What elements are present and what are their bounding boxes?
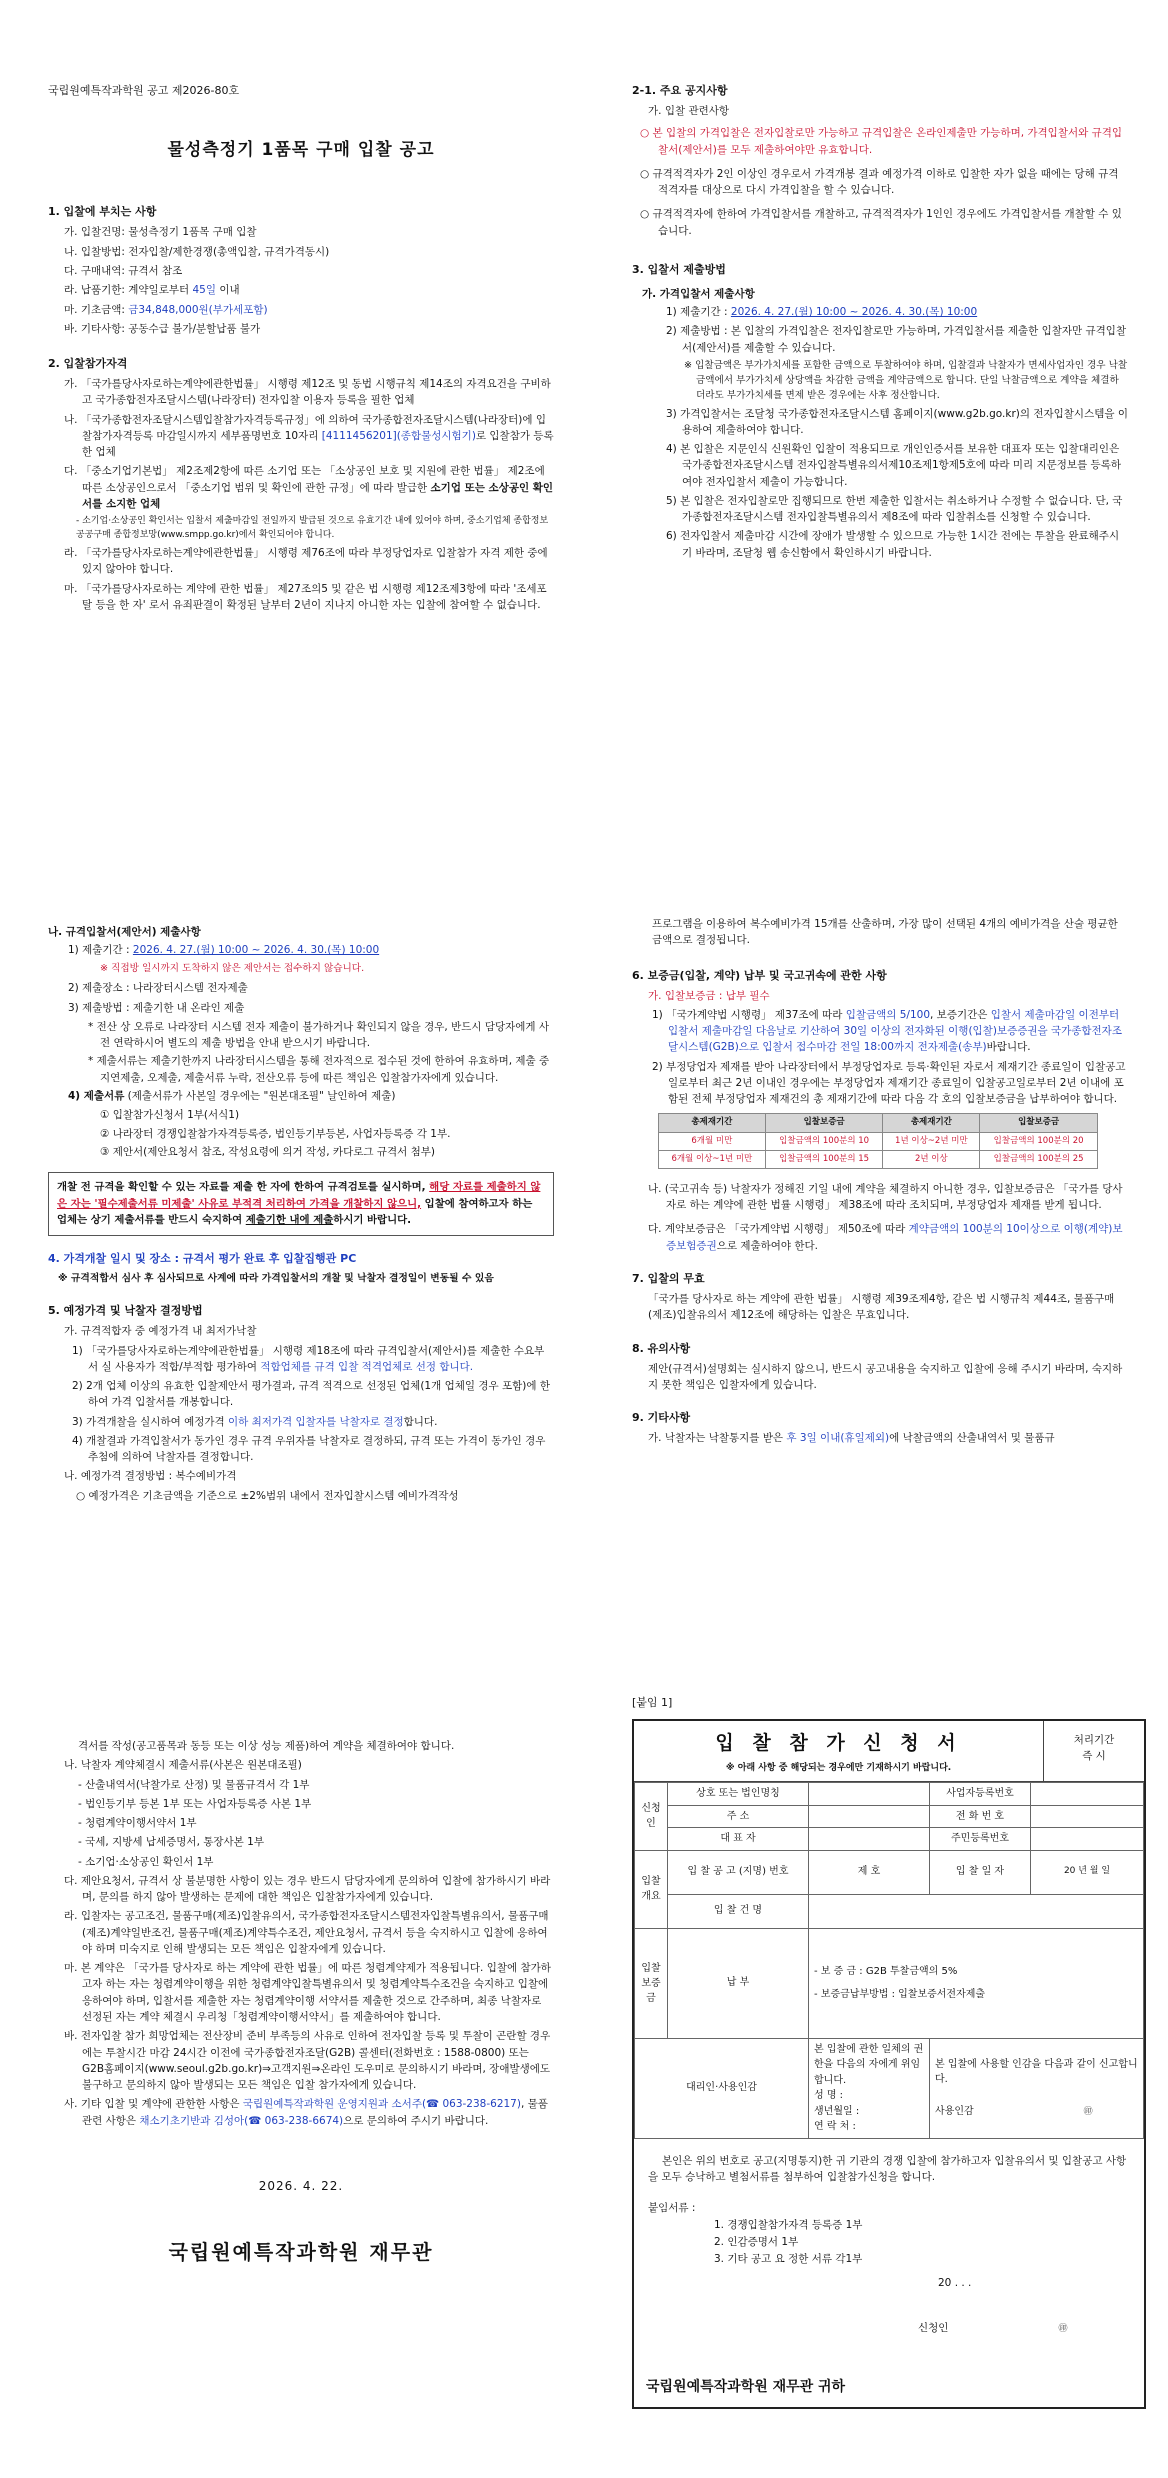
section-6-ga: 가. 입찰보증금 : 납부 필수 (648, 989, 770, 1002)
overview-label: 입찰개요 (635, 1850, 668, 1928)
item-1-ra: 라. 납품기한: 계약일로부터 45일 이내 (64, 284, 240, 297)
item-3-na-3-b1: * 전산 상 오류로 나라장터 시스템 전자 제출이 불가하거나 확인되지 않을 경우, 반드시 담당자에게 사전 연락하시어 별도의 제출 방법을 안내 받으시기 바랍니다. (88, 1020, 550, 1050)
application-date: 20 . . . (938, 2277, 972, 2290)
section-7-title: 7. 입찰의 무효 (632, 1272, 705, 1286)
doc-list-item: - 청렴계약이행서약서 1부 (78, 1817, 197, 1830)
item-1-ga: 가. 입찰건명: 물성측정기 1품목 구매 입찰 (64, 226, 257, 239)
item-3-na-4: 4) 제출서류 (제출서류가 사본일 경우에는 "원본대조필" 날인하여 제출) (68, 1089, 396, 1102)
page-6 (584, 1652, 1168, 2478)
company-field[interactable] (809, 1783, 930, 1806)
document-title: 물성측정기 1품목 구매 입찰 공고 (167, 140, 435, 161)
section-8-body: 제안(규격서)설명회는 실시하지 않으니, 반드시 공고내용을 숙지하고 입찰에 응해 주시기 바라며, 숙지하지 못한 책임은 입찰자에게 있습니다. (648, 1362, 1123, 1391)
item-2-da: 다. 「중소기업기본법」 제2조제2항에 따른 소기업 또는 「소상공인 보호 및 지원에 관한 법률」 제2조에 따른 소상공인으로서 「중소기업 범위 및 확인에 관한 규정」에 따라 발급한 소기업 또는 소상공인 확인서를 소지한 업체 (64, 465, 554, 510)
attachment-item: 2. 인감증명서 1부 (714, 2235, 799, 2248)
item-3-na-4-1: ① 입찰참가신청서 1부(서식1) (100, 1109, 240, 1122)
section-5-title: 5. 예정가격 및 낙찰자 결정방법 (48, 1304, 203, 1318)
page-2 (584, 0, 1168, 826)
item-1-na: 나. 입찰방법: 전자입찰/제한경쟁(총액입찰, 규격가격동시) (64, 245, 330, 258)
processing-period: 처리기간 즉 시 (1043, 1721, 1144, 1781)
notice-bullet-3: ○ 규격적격자에 한하여 가격입찰서를 개찰하고, 규격적격자가 1인인 경우에도 가격입찰서를 개찰할 수 있습니다. (640, 208, 1122, 237)
bid-application-form (632, 1719, 1146, 2409)
section-9-ma: 마. 본 계약은 「국가를 당사자로 하는 계약에 관한 법률」에 따른 청렴계약제가 적용됩니다. 입찰에 참가하고자 하는 자는 청렴계약이행을 위한 청렴계약입찰특별유의서 및 청렴계약특수조건을 숙지하고 입찰에 응하여야 하며, 입찰서를 제출한 자는 청렴계약이행 서약서를 제출한 것으로 간주하며, 최종 낙찰자로 선정된 자는 계약 체결시 우리청「청렴계약이행서약서」를 제출하여야 합니다. (64, 1962, 551, 2023)
form-title: 입 찰 참 가 신 청 서 (715, 1732, 962, 1755)
item-1-ba: 바. 기타사항: 공동수급 불가/분할납품 불가 (64, 322, 261, 335)
agent-label: 대리인·사용인감 (635, 2038, 809, 2138)
item-3-2: 2) 제출방법 : 본 입찰의 가격입찰은 전자입찰로만 가능하며, 가격입찰서를 제출한 입찰자만 규격입찰서(제안서)를 제출할 수 있습니다. (666, 325, 1127, 354)
attachment-label: [붙임 1] (632, 1696, 673, 1709)
item-5-3: 3) 가격개찰을 실시하여 예정가격 이하 최저가격 입찰자를 낙찰자로 결정합니다. (72, 1415, 438, 1428)
phone-field[interactable] (1031, 1805, 1144, 1828)
form-instruction: ※ 아래 사항 중 해당되는 경우에만 기재하시기 바랍니다. (725, 1763, 952, 1774)
page-5 (0, 1652, 584, 2478)
item-3-na-3: 3) 제출방법 : 제출기한 내 온라인 제출 (68, 1001, 245, 1014)
address-field[interactable] (809, 1805, 930, 1828)
section-5-sub: 가. 규격적합자 중 예정가격 내 최저가낙찰 (64, 1325, 257, 1338)
section-6-na: 나. (국고귀속 등) 낙찰자가 정해진 기일 내에 계약을 체결하지 아니한 경우, 입찰보증금은 「국가를 당사자로 하는 계약에 관한 법률 시행령」 제38조에 따라 조치되며, 부정당업자 제재를 받게 됩니다. (648, 1182, 1123, 1212)
section-9-ba: 바. 전자입찰 참가 희망업체는 전산장비 준비 부족등의 사유로 인하여 전자입찰 등록 및 투찰이 곤란할 경우에는 투찰시간 마감 24시간 이전에 국가종합전자조달(G2B) 콜센터(전화번호 : 1588-0800) 또는 G2B홈페이지(www.seoul.g2b.go.kr)⇒고객지원⇒온라인 도우미로 문의하시기 바라며, 장애발생에도 불구하고 문의하지 않아 발생되는 모든 책임은 입찰 참가자에게 있습니다. (64, 2030, 551, 2092)
idno-field[interactable] (1031, 1828, 1144, 1851)
bid-date-field[interactable]: 20 년 월 일 (1031, 1850, 1144, 1894)
section-3-title: 3. 입찰서 제출방법 (632, 262, 726, 276)
applicant-sign: 신청인 (918, 2322, 949, 2335)
warning-box: 개찰 전 규격을 확인할 수 있는 자료를 제출 한 자에 한하여 규격검토를 실시하며, 해당 자료를 제출하지 않은 자는 '필수제출서류 미제출' 사유로 부적격 처리하여 가격을 개찰하지 않으니, 입찰에 참여하고자 하는 업체는 상기 제출서류를 반드시 숙지하여 제출기한 내에 제출하시기 바랍니다. (48, 1172, 554, 1236)
item-3-6: 6) 전자입찰서 제출마감 시간에 장애가 발생할 수 있으므로 가능한 1시간 전에는 투찰을 완료해주시기 바라며, 조달청 웹 송신함에서 확인하시기 바랍니다. (666, 530, 1120, 559)
section-2-1-title: 2-1. 주요 공지사항 (632, 84, 728, 97)
item-6-2: 2) 부정당업자 제재를 받아 나라장터에서 부정당업자로 등록·확인된 자로서 제재기간 종료일이 입찰공고일로부터 최근 2년 이내인 경우에는 부정당업자 제재기간 종료일이 입찰공고일로부터 2년 이내에 포함된 전체 부정당업자 제재건의 총 제재기간에 따라 다음 각 호의 입찰보증금을 납부하여야 합니다. (652, 1060, 1126, 1106)
item-2-ma: 마. 「국가를당사자로하는 계약에 관한 법률」 제27조의5 및 같은 법 시행령 제12조제3항에 따라 '조세포탈 등을 한 자' 로서 유죄판결이 확정된 날부터 2년이 지나지 아니한 자는 입찰에 참여할 수 없습니다. (64, 582, 547, 611)
item-3-3: 3) 가격입찰서는 조달청 국가종합전자조달시스템 홈페이지(www.g2b.go.kr)의 전자입찰시스템을 이용하여 제출하여야 합니다. (666, 407, 1128, 436)
section-7-body: 「국가를 당사자로 하는 계약에 관한 법률」 시행령 제39조제4항, 같은 법 시행규칙 제44조, 물품구매(제조)입찰유의서 제12조에 해당하는 입찰은 무효입니다. (648, 1293, 1115, 1322)
item-3-na-1-note: ※ 직접방 일시까지 도착하지 않은 제안서는 접수하지 않습니다. (100, 962, 365, 974)
item-3-na-3-b2: * 제출서류는 제출기한까지 나라장터시스템을 통해 전자적으로 접수된 것에 한하여 유효하며, 제출 중 지연제출, 오제출, 제출서류 누락, 전산오류 등에 따른 책임은 입찰참가자에게 있습니다. (88, 1055, 550, 1084)
attachments-label: 붙임서류 : (648, 2202, 696, 2215)
section-9-title: 9. 기타사항 (632, 1411, 691, 1425)
section-6-da: 다. 계약보증금은 「국가계약법 시행령」 제50조에 따라 계약금액의 100분의 10이상으로 이행(계약)보증보험증권으로 제출하여야 한다. (648, 1223, 1123, 1252)
section-1-title: 1. 입찰에 부치는 사항 (48, 205, 157, 219)
item-1-ma: 마. 기초금액: 금34,848,000원(부가세포함) (64, 303, 268, 316)
item-3-na-4-3: ③ 제안서(제안요청서 참조, 작성요령에 의거 작성, 카다로그 규격서 첨부) (100, 1145, 435, 1158)
section-2-title: 2. 입찰참가자격 (48, 357, 128, 371)
item-3-4: 4) 본 입찰은 지문인식 신원확인 입찰이 적용되므로 개인인증서를 보유한 대표자 또는 입찰대리인은 국가종합전자조달시스템 전자입찰특별유의서제10조제1항제5호에 따라 미리 지문정보를 등록하여야 전자입찰서 제출이 가능합니다. (666, 443, 1121, 488)
attachment-item: 1. 경쟁입찰참가자격 등록증 1부 (714, 2218, 863, 2231)
continued-text: 격서를 작성(공고품목과 동등 또는 이상 성능 제품)하여 계약을 체결하여야 합니다. (78, 1740, 455, 1752)
form-statement: 본인은 위의 번호로 공고(지명통지)한 귀 기관의 경쟁 입찰에 참가하고자 입찰유의서 및 입찰공고 사항을 모두 승낙하고 별첨서류를 첨부하여 입찰참가신청을 합니다. (648, 2154, 1127, 2184)
applicant-label: 신청인 (635, 1783, 668, 1851)
page-4 (584, 826, 1168, 1652)
doc-list-item: - 법인등기부 등본 1부 또는 사업자등록증 사본 1부 (78, 1797, 312, 1810)
deposit-label: 입찰보증금 (635, 1928, 668, 2038)
section-9-sa: 사. 기타 입찰 및 계약에 관한한 사항은 국립원예특작과학원 운영지원과 소서주(☎ 063-238-6217), 물품관련 사항은 채소기초기반과 김성아(☎ 063-238-6674)으로 문의하여 주시기 바랍니다. (64, 2098, 548, 2127)
section-9-ra: 라. 입찰자는 공고조건, 물품구매(제조)입찰유의서, 국가종합전자조달시스템전자입찰특별유의서, 물품구매(제조)계약일반조건, 물품구매(제조)계약특수조건, 제안요청서, 규격서 등을 숙지하시고 입찰에 응하여야 하며 미숙지로 인해 발생되는 모든 책임은 입찰자에게 있습니다. (64, 1910, 549, 1955)
sanction-period-table (658, 1113, 1098, 1169)
item-3-1: 1) 제출기간 : 2026. 4. 27.(월) 10:00 ~ 2026. 4. 30.(목) 10:00 (666, 306, 978, 319)
table-row: 6개월 미만 입찰금액의 100분의 10 1년 이상~2년 미만 입찰금액의 100분의 20 (659, 1132, 1098, 1150)
page-1 (0, 0, 584, 826)
bizno-field[interactable] (1031, 1783, 1144, 1806)
item-2-ga: 가. 「국가를당사자로하는계약에관한법률」 시행령 제12조 및 동법 시행규칙 제14조의 자격요건을 구비하고 국가종합전자조달시스템(나라장터) 전자입찰 이용자 등록을 필한 업체 (64, 378, 551, 407)
section-3-sub: 가. 가격입찰서 제출사항 (642, 287, 755, 300)
form-header (634, 1721, 1144, 1782)
section-9-na: 나. 낙찰자 계약체결시 제출서류(사본은 원본대조필) (64, 1759, 302, 1772)
doc-list-item: - 소기업·소상공인 확인서 1부 (78, 1855, 214, 1868)
agent-delegation: 본 입찰에 관한 일체의 권한을 다음의 자에게 위임합니다. 성 명 : 생년월일 : 연 락 처 : (809, 2038, 930, 2138)
notice-number: 국립원예특작과학원 공고 제2026-80호 (48, 84, 240, 97)
table-header-row: 총제재기간 입찰보증금 총제재기간 입찰보증금 (659, 1114, 1098, 1132)
continued-text: 프로그램을 이용하여 복수예비가격 15개를 산출하며, 가장 많이 선택된 4개의 예비가격을 산술 평균한 금액으로 결정됩니다. (652, 918, 1118, 947)
applicant-seal-icon: ㊞ (1058, 2324, 1068, 2335)
deposit-details: - 보 증 금 : G2B 투찰금액의 5% - 보증금납부방법 : 입찰보증서전자제출 (809, 1928, 1144, 2038)
notice-bullet-1: ○ 본 입찰의 가격입찰은 전자입찰로만 가능하고 규격입찰은 온라인제출만 가능하며, 가격입찰서와 규격입찰서(제안서)를 모두 제출하여야만 유효합니다. (640, 127, 1123, 156)
item-2-ra: 라. 「국가를당사자로하는계약에관한법률」 시행령 제76조에 따라 부정당업자로 입찰참가 자격 제한 중에 있지 않아야 합니다. (64, 547, 548, 576)
table-row: 6개월 이상~1년 미만 입찰금액의 100분의 15 2년 이상 입찰금액의 100분의 25 (659, 1150, 1098, 1168)
item-2-note: - 소기업·소상공인 확인서는 입찰서 제출마감일 전일까지 발급된 것으로 유효기간 내에 있어야 하며, 중소기업체 종합정보 공공구매 종합정보망(www.smpp.go.kr)에서 확인되어야 합니다. (76, 516, 549, 541)
form-body (634, 2139, 1144, 2337)
item-2-na: 나. 「국가종합전자조달시스템입찰참가자격등록규정」에 의하여 국가종합전자조달시스템(나라장터)에 입찰참가자격등록 마감일시까지 세부품명번호 10자리 [4111456201](종합물성시험기)로 입찰참가 등록한 업체 (64, 413, 554, 459)
issuer-signature: 국립원예특작과학원 재무관 (168, 2240, 434, 2265)
section-4-title: 4. 가격개찰 일시 및 장소 : 규격서 평가 완료 후 입찰집행관 PC (48, 1251, 357, 1265)
section-6-title: 6. 보증금(입찰, 계약) 납부 및 국고귀속에 관한 사항 (632, 968, 887, 982)
section-8-title: 8. 유의사항 (632, 1341, 691, 1355)
doc-list-item: - 국세, 지방세 납세증명서, 통장사본 1부 (78, 1836, 264, 1849)
section-5-circle: ○ 예정가격은 기초금액을 기준으로 ±2%범위 내에서 전자입찰시스템 예비가격작성 (76, 1489, 459, 1502)
item-6-1: 1) 「국가계약법 시행령」 제37조에 따라 입찰금액의 5/100, 보증기간은 입찰서 제출마감일 이전부터 입찰서 제출마감일 다음날로 기산하여 30일 이상의 전자화된 이행(입찰)보증증권을 국가종합전자조달시스템(G2B)으로 입찰서 접수마감 전일 18:00까지 전자제출(송부)바랍니다. (652, 1008, 1122, 1054)
notice-number-field[interactable]: 제 호 (809, 1850, 930, 1894)
item-1-da: 다. 구매내역: 규격서 참조 (64, 264, 183, 277)
attachment-item: 3. 기타 공고 요 정한 서류 각1부 (714, 2252, 863, 2265)
doc-list-item: - 산출내역서(낙찰가로 산정) 및 물품규격서 각 1부 (78, 1778, 310, 1791)
item-3-5: 5) 본 입찰은 전자입찰로만 집행되므로 한번 제출한 입찰서는 취소하거나 수정할 수 없습니다. 단, 국가종합전자조달시스템 전자입찰특별유의서 제8조에 따라 입찰취소를 신청할 수 있습니다. (666, 494, 1123, 524)
item-5-1: 1) 「국가를당사자로하는계약에관한법률」 시행령 제18조에 따라 규격입찰서(제안서)를 제출한 수요부서 실 사용자가 적합/부적합 평가하여 적합업체를 규격 입찰 적격업체로 선정 합니다. (72, 1344, 545, 1373)
item-3-na-2: 2) 제출장소 : 나라장터시스템 전자제출 (68, 982, 248, 995)
section-2-1-sub: 가. 입찰 관련사항 (648, 105, 730, 118)
section-9-da: 다. 제안요청서, 규격서 상 불분명한 사항이 있는 경우 반드시 담당자에게 문의하여 입찰에 참가하시기 바라며, 문의를 하지 않아 발생하는 문제에 대한 책임은 입찰참가자에게 있습니다. (64, 1874, 551, 1904)
section-3-na-title: 나. 규격입찰서(제안서) 제출사항 (48, 926, 201, 938)
item-3-na-4-2: ② 나라장터 경쟁입찰참가자격등록증, 법인등기부등본, 사업자등록증 각 1부. (100, 1127, 451, 1140)
form-table: 신청인 상호 또는 법인명칭 사업자등록번호 주 소 전 화 번 호 대 표 자 주민등록번호 입찰개요 입 찰 공 고 (지명) 번호 제 호 입 찰 일 자 20 년 월 일 입 찰 건 명 입찰보증금 납 부 - 보 증 금 : G2B 투찰금액의 5% - 보증금납부방법 : 입찰보증서전자제출 대리인·사용인감 본 입찰에 관한 일체의 권한을 다음의 자에게 위임합니다. 성 명 : 생년월일 : 연 락 처 : 본 입찰에 사용할 인감을 다음과 같이 신고합니다. 사용인감 ㊞ (634, 1782, 1144, 2139)
notice-bullet-2: ○ 규격적격자가 2인 이상인 경우로서 가격개봉 결과 예정가격 이하로 입찰한 자가 없을 때에는 당해 규격적격자를 대상으로 다시 가격입찰을 할 수 있습니다. (640, 167, 1119, 197)
notice-date: 2026. 4. 22. (258, 2178, 344, 2193)
ceo-field[interactable] (809, 1828, 930, 1851)
item-3-note: ※ 입찰금액은 부가가치세를 포함한 금액으로 투찰하여야 하며, 입찰결과 낙찰자가 면세사업자인 경우 낙찰금액에서 부가가치세 상당액을 차감한 금액을 계약금액으로 합니다. 단일 낙찰금액으로 계약을 체결하더라도 부가가치세를 면제 받은 경우에는 사후 정산합니다. (684, 360, 1128, 401)
seal-declaration: 본 입찰에 사용할 인감을 다음과 같이 신고합니다. 사용인감 ㊞ (930, 2038, 1144, 2138)
item-5-2: 2) 2개 업체 이상의 유효한 입찰제안서 평가결과, 규격 적격으로 선정된 업체(1개 업체일 경우 포함)에 한하여 가격 입찰서를 개봉합니다. (72, 1380, 550, 1409)
section-4-note: ※ 규격적합서 심사 후 심사되므로 사계에 따라 가격입찰서의 개찰 및 낙찰자 결정일이 변동될 수 있음 (58, 1273, 494, 1285)
item-3-na-1: 1) 제출기간 : 2026. 4. 27.(월) 10:00 ~ 2026. 4. 30.(목) 10:00 (68, 944, 380, 957)
form-addressee: 국립원예특작과학원 재무관 귀하 (646, 2379, 846, 2396)
section-9-ga: 가. 낙찰자는 낙찰통지를 받은 후 3일 이내(휴일제외)에 낙찰금액의 산출내역서 및 물품규 (648, 1432, 1055, 1445)
page-3 (0, 826, 584, 1652)
item-5-4: 4) 개찰결과 가격입찰서가 동가인 경우 규격 우위자를 낙찰자로 결정하되, 규격 또는 가격이 동가인 경우 추첨에 의하여 낙찰자를 결정합니다. (72, 1434, 546, 1464)
bid-name-field[interactable] (809, 1894, 1144, 1928)
section-5-na: 나. 예정가격 결정방법 : 복수예비가격 (64, 1470, 237, 1483)
seal-mark-icon: ㊞ (1083, 2106, 1093, 2117)
